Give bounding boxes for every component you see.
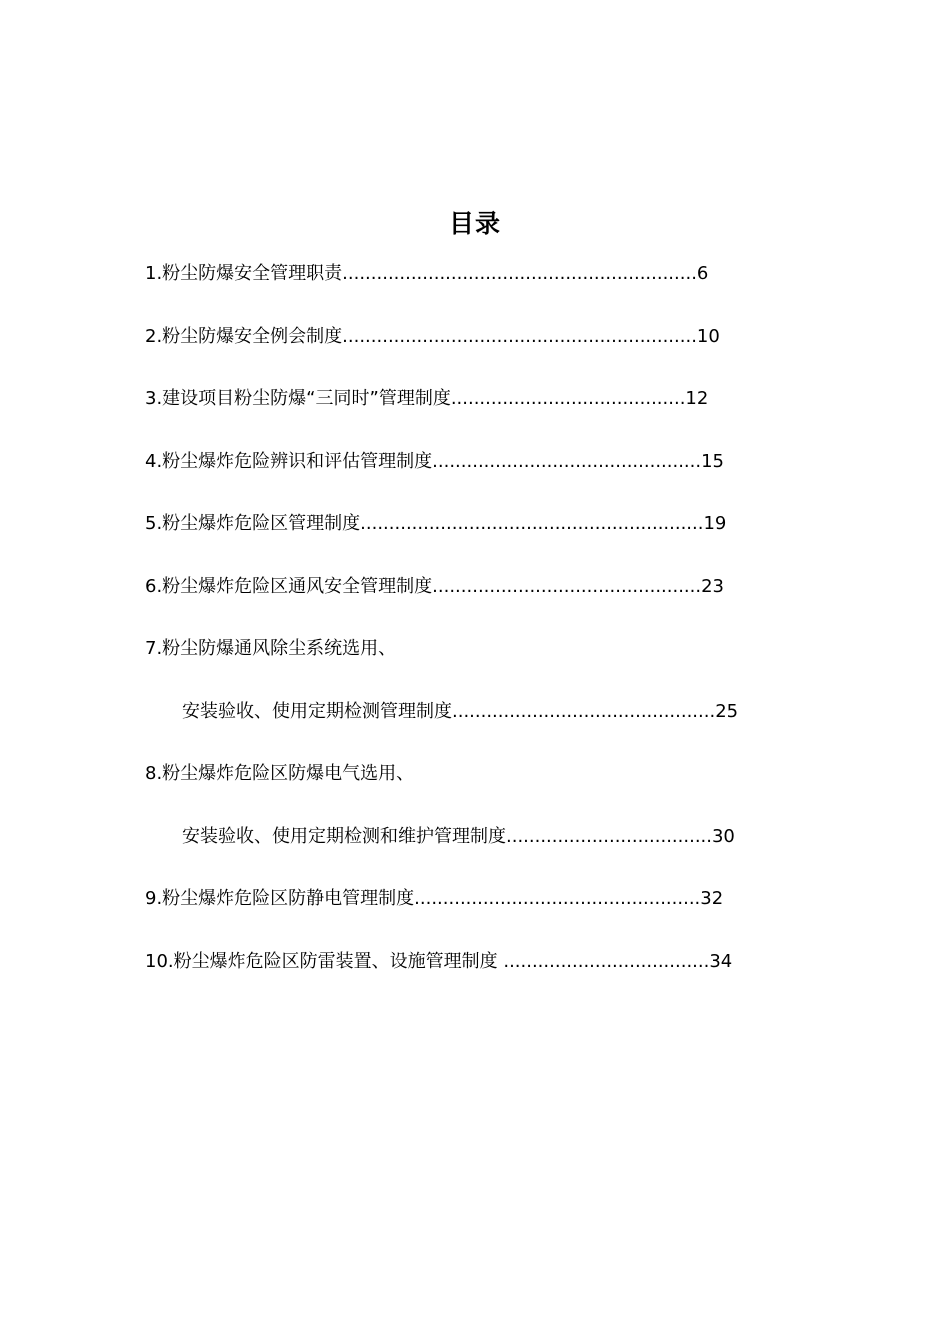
toc-entry-5: 5.粉尘爆炸危险区管理制度............................................................19 bbox=[145, 513, 727, 534]
toc-entry-3: 3.建设项目粉尘防爆“三同时”管理制度.........................................12 bbox=[145, 388, 709, 409]
toc-entry-9: 9.粉尘爆炸危险区防静电管理制度..................................................32 bbox=[145, 888, 724, 909]
toc-entry-7-line-2: 安装验收、使用定期检测管理制度..............................................25 bbox=[182, 701, 739, 722]
toc-entry-8-line-2: 安装验收、使用定期检测和维护管理制度....................................30 bbox=[182, 826, 735, 847]
toc-heading: 目录 bbox=[448, 209, 501, 238]
toc-entry-2: 2.粉尘防爆安全例会制度..............................................................10 bbox=[145, 326, 720, 347]
toc-entry-6: 6.粉尘爆炸危险区通风安全管理制度...............................................23 bbox=[145, 576, 724, 597]
toc-entry-4: 4.粉尘爆炸危险辨识和评估管理制度...............................................15 bbox=[145, 451, 724, 472]
toc-entry-8-line-1: 8.粉尘爆炸危险区防爆电气选用、 bbox=[145, 763, 415, 784]
toc-entry-10: 10.粉尘爆炸危险区防雷装置、设施管理制度 ....................................34 bbox=[145, 951, 733, 972]
toc-entry-7-line-1: 7.粉尘防爆通风除尘系统选用、 bbox=[145, 638, 397, 659]
toc-entry-1: 1.粉尘防爆安全管理职责..............................................................6 bbox=[145, 263, 709, 284]
